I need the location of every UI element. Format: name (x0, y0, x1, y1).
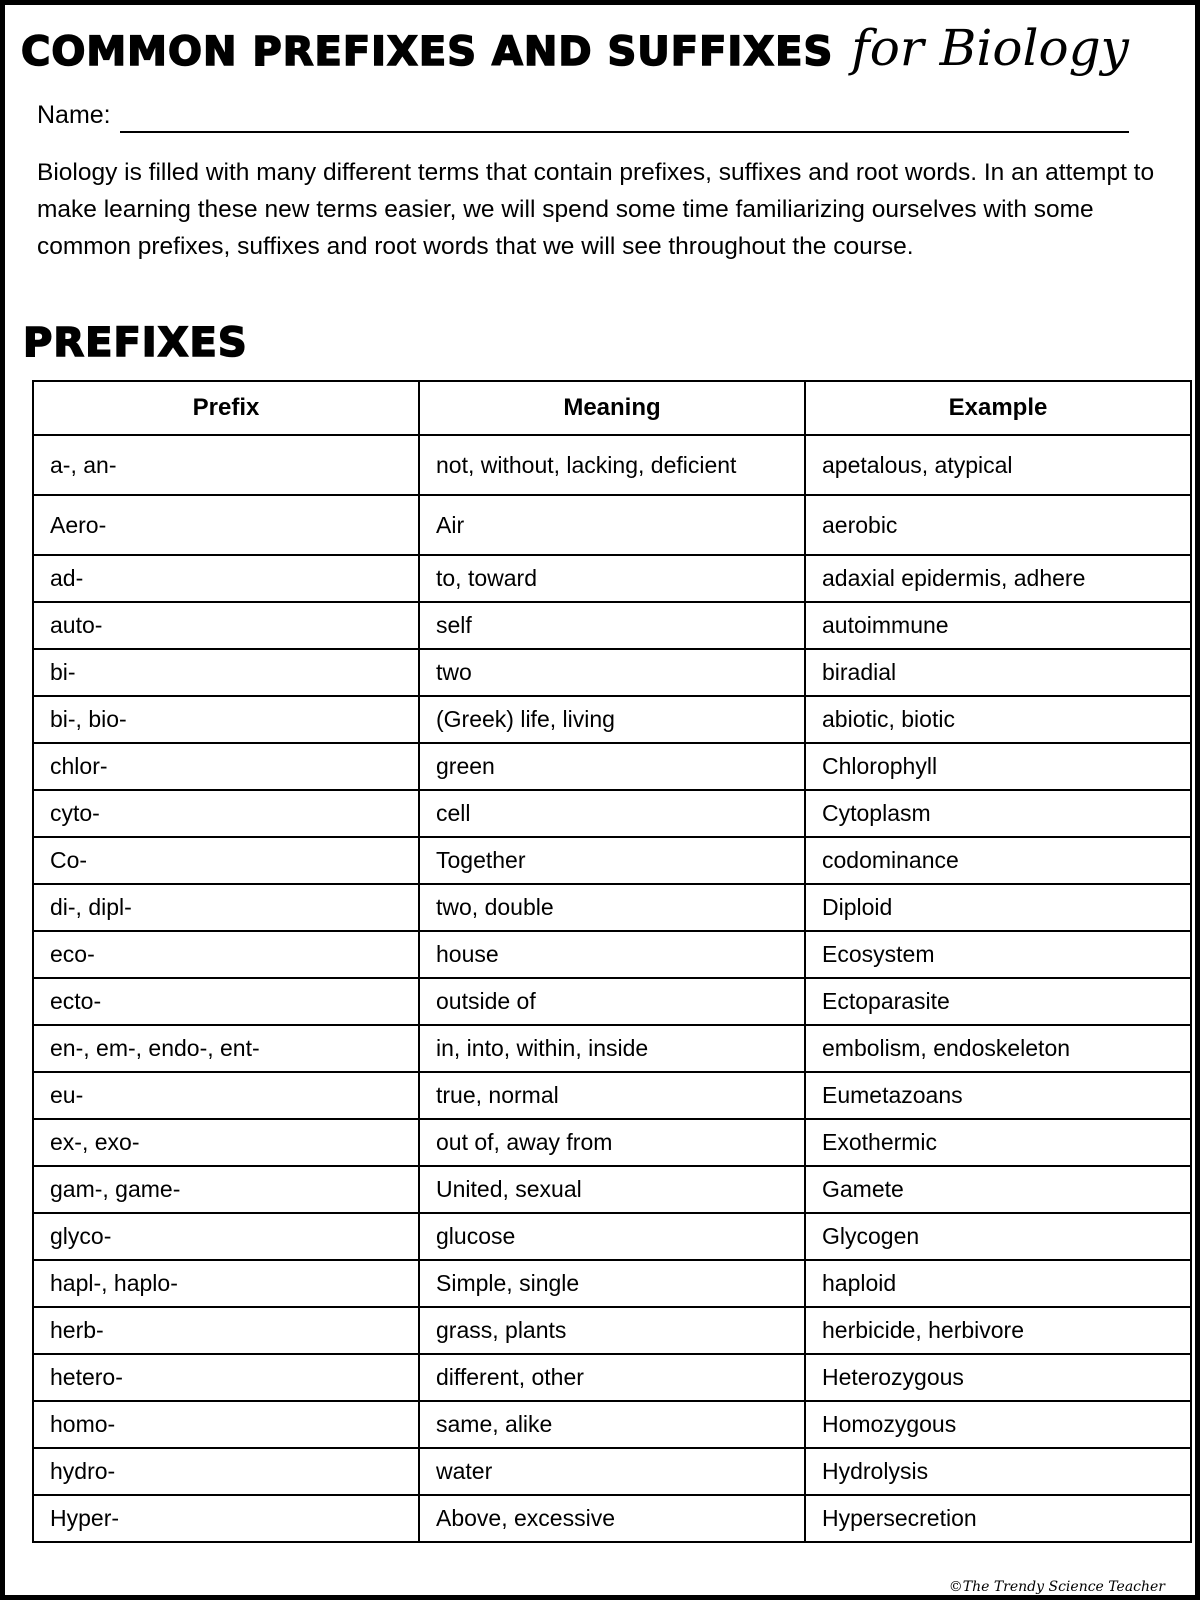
section-title-prefixes: PREFIXES (23, 320, 248, 366)
table-header-row (33, 381, 1191, 435)
cell-prefix: hetero- (33, 1354, 419, 1401)
cell-example: adaxial epidermis, adhere (805, 555, 1191, 602)
prefix-table (32, 380, 1192, 1543)
cell-meaning: same, alike (419, 1401, 805, 1448)
cell-example: Diploid (805, 884, 1191, 931)
cell-meaning: water (419, 1448, 805, 1495)
table-row (33, 696, 1191, 743)
cell-example: Glycogen (805, 1213, 1191, 1260)
column-header-prefix: Prefix (33, 381, 419, 435)
cell-example: biradial (805, 649, 1191, 696)
cell-meaning: house (419, 931, 805, 978)
table-body (33, 435, 1191, 1542)
table-row (33, 1495, 1191, 1542)
table-row (33, 649, 1191, 696)
cell-prefix: hapl-, haplo- (33, 1260, 419, 1307)
cell-example: Cytoplasm (805, 790, 1191, 837)
cell-example: aerobic (805, 495, 1191, 555)
cell-meaning: glucose (419, 1213, 805, 1260)
cell-meaning: in, into, within, inside (419, 1025, 805, 1072)
table-row (33, 555, 1191, 602)
cell-meaning: Simple, single (419, 1260, 805, 1307)
table-row (33, 1401, 1191, 1448)
cell-meaning: grass, plants (419, 1307, 805, 1354)
cell-meaning: cell (419, 790, 805, 837)
table-row (33, 743, 1191, 790)
cell-meaning: true, normal (419, 1072, 805, 1119)
cell-example: codominance (805, 837, 1191, 884)
column-header-meaning: Meaning (419, 381, 805, 435)
table-row (33, 1307, 1191, 1354)
table-row (33, 1213, 1191, 1260)
cell-meaning: out of, away from (419, 1119, 805, 1166)
table-row (33, 884, 1191, 931)
cell-meaning: Above, excessive (419, 1495, 805, 1542)
intro-paragraph: Biology is filled with many different terms that contain prefixes, suffixes and root words. In an attempt to make learning these new terms easier, we will spend some time familiarizing ourselves with some common prefixes, suffixes and root words that we will see throughout the course. (37, 159, 1155, 260)
cell-example: Hypersecretion (805, 1495, 1191, 1542)
cell-example: Chlorophyll (805, 743, 1191, 790)
cell-prefix: gam-, game- (33, 1166, 419, 1213)
cell-example: Ectoparasite (805, 978, 1191, 1025)
cell-prefix: bi- (33, 649, 419, 696)
cell-example: Hydrolysis (805, 1448, 1191, 1495)
cell-meaning: Together (419, 837, 805, 884)
cell-meaning: two (419, 649, 805, 696)
cell-prefix: Co- (33, 837, 419, 884)
cell-example: Gamete (805, 1166, 1191, 1213)
cell-meaning: two, double (419, 884, 805, 931)
cell-meaning: different, other (419, 1354, 805, 1401)
cell-prefix: hydro- (33, 1448, 419, 1495)
cell-prefix: di-, dipl- (33, 884, 419, 931)
title-main: COMMON PREFIXES AND SUFFIXES (21, 29, 834, 75)
table-row (33, 1025, 1191, 1072)
cell-prefix: chlor- (33, 743, 419, 790)
name-field-line[interactable] (120, 131, 1129, 133)
cell-meaning: Air (419, 495, 805, 555)
page-title (21, 19, 1129, 77)
copyright-text: ©The Trendy Science Teacher (948, 1579, 1165, 1595)
cell-prefix: glyco- (33, 1213, 419, 1260)
cell-example: abiotic, biotic (805, 696, 1191, 743)
cell-prefix: ex-, exo- (33, 1119, 419, 1166)
cell-meaning: to, toward (419, 555, 805, 602)
cell-meaning: not, without, lacking, deficient (419, 435, 805, 495)
cell-example: embolism, endoskeleton (805, 1025, 1191, 1072)
column-header-example: Example (805, 381, 1191, 435)
table-row (33, 1119, 1191, 1166)
table-row (33, 978, 1191, 1025)
cell-meaning: green (419, 743, 805, 790)
cell-prefix: auto- (33, 602, 419, 649)
table-row (33, 790, 1191, 837)
cell-meaning: self (419, 602, 805, 649)
name-label: Name: (37, 101, 111, 129)
cell-meaning: United, sexual (419, 1166, 805, 1213)
table-row (33, 1260, 1191, 1307)
table-row (33, 931, 1191, 978)
table-row (33, 435, 1191, 495)
cell-prefix: a-, an- (33, 435, 419, 495)
cell-example: apetalous, atypical (805, 435, 1191, 495)
table-row (33, 1072, 1191, 1119)
cell-example: herbicide, herbivore (805, 1307, 1191, 1354)
cell-example: Homozygous (805, 1401, 1191, 1448)
table-row (33, 1354, 1191, 1401)
table-row (33, 1448, 1191, 1495)
cell-prefix: ecto- (33, 978, 419, 1025)
cell-example: Exothermic (805, 1119, 1191, 1166)
table-row (33, 837, 1191, 884)
cell-example: haploid (805, 1260, 1191, 1307)
cell-prefix: herb- (33, 1307, 419, 1354)
cell-prefix: en-, em-, endo-, ent- (33, 1025, 419, 1072)
cell-meaning: (Greek) life, living (419, 696, 805, 743)
cell-prefix: homo- (33, 1401, 419, 1448)
table-row (33, 602, 1191, 649)
cell-example: autoimmune (805, 602, 1191, 649)
cell-example: Heterozygous (805, 1354, 1191, 1401)
cell-prefix: bi-, bio- (33, 696, 419, 743)
cell-prefix: eu- (33, 1072, 419, 1119)
cell-meaning: outside of (419, 978, 805, 1025)
cell-prefix: eco- (33, 931, 419, 978)
cell-prefix: Hyper- (33, 1495, 419, 1542)
title-script: for Biology (851, 19, 1129, 77)
cell-prefix: ad- (33, 555, 419, 602)
table-row (33, 495, 1191, 555)
cell-prefix: Aero- (33, 495, 419, 555)
table-row (33, 1166, 1191, 1213)
cell-example: Ecosystem (805, 931, 1191, 978)
cell-prefix: cyto- (33, 790, 419, 837)
cell-example: Eumetazoans (805, 1072, 1191, 1119)
